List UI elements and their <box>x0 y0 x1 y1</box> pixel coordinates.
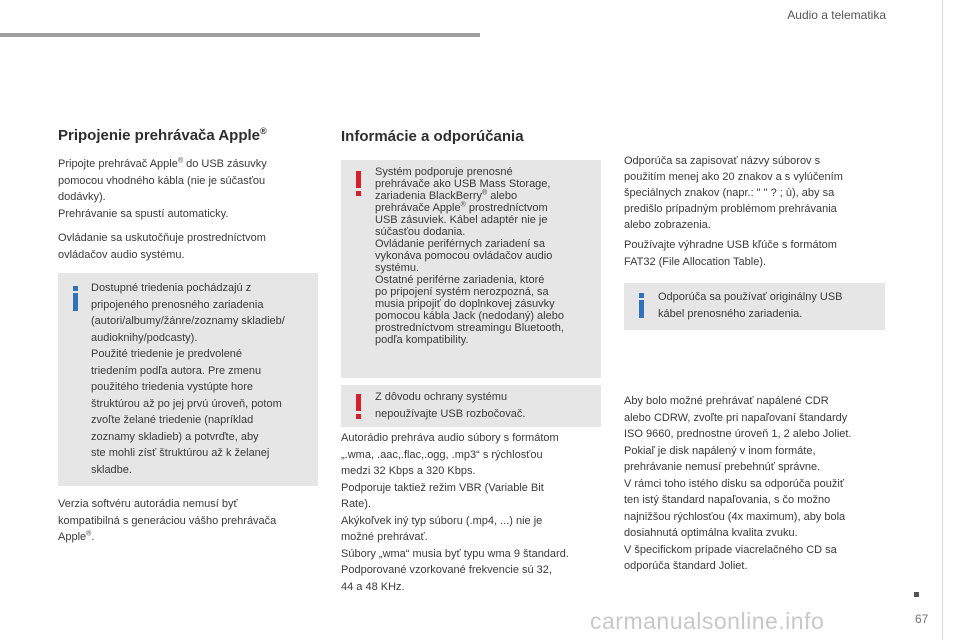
apple-connection-heading: Pripojenie prehrávača Apple® <box>58 126 267 144</box>
text-line: pomocou vhodného kábla (nie je súčasťou <box>58 174 266 187</box>
text-line: použitím menej ako 20 znakov a s vylúčením <box>624 171 843 183</box>
text-line: (autori/albumy/žánre/zoznamy skladieb/ <box>91 315 285 327</box>
text-line: Ostatné periférne zariadenia, ktoré <box>375 274 545 286</box>
text-line: Systém podporuje prenosné <box>375 166 513 178</box>
text-line: zoznamy skladieb) a potvrďte, aby <box>91 430 259 443</box>
text-line: Odporúča sa používať originálny USB <box>658 291 843 303</box>
text-line: Používajte výhradne USB kľúče s formátom <box>624 239 837 251</box>
text-line: Pokiaľ je disk napálený v inom formáte, <box>624 444 816 457</box>
information-heading: Informácie a odporúčania <box>341 128 524 145</box>
text-line: audioknihy/podcasty). <box>91 331 198 344</box>
text-line: Autorádio prehráva audio súbory s formátom <box>341 432 559 444</box>
text-line: Ovládanie sa uskutočňuje prostredníctvom <box>58 232 266 244</box>
text-line: „.wma, .aac,.flac,.ogg, .mp3“ s rýchlosťou <box>341 448 543 461</box>
text-line: Verzia softvéru autorádia nemusí byť <box>58 498 238 510</box>
text-line: ISO 9660, prednostne úroveň 1, 2 alebo Joliet. <box>624 428 852 440</box>
text-line: podľa kompatibility. <box>375 334 469 346</box>
text-line: prostredníctvom <box>465 202 548 214</box>
info-box-cable-text <box>658 289 843 322</box>
text-line: . <box>91 531 95 543</box>
text-line: zvoľte želané triedenie (napríklad <box>91 414 254 426</box>
text-line: po pripojení systém nerozpozná, sa <box>375 286 549 298</box>
text-line: zariadenia BlackBerry <box>375 190 482 202</box>
text-line: Podporované vzorkované frekvencie sú 32, <box>341 564 552 576</box>
text-line: Dostupné triedenia pochádzajú z <box>91 282 252 294</box>
section-title: Audio a telematika <box>787 8 886 22</box>
text-line: Aby bolo možné prehrávať napálené CDR <box>624 395 829 407</box>
audio-controls-paragraph <box>58 230 266 263</box>
sidebar-divider <box>942 0 943 640</box>
text-line: nepoužívajte USB rozbočovač. <box>375 407 526 420</box>
page-marker <box>914 592 919 597</box>
text-line: najnižšou rýchlosťou (4x maximum), aby bola <box>624 510 846 523</box>
text-line: triedením podľa autora. Pre zmenu <box>91 364 262 377</box>
text-line: skladbe. <box>91 463 132 476</box>
text-line: Pripojte prehrávač Apple <box>58 158 178 170</box>
cd-burning-paragraph <box>624 393 852 575</box>
text-line: vykonáva pomocou ovládačov audio <box>375 250 553 262</box>
text-line: štruktúrou až po jej prvú úroveň, potom <box>91 397 282 410</box>
registered-mark: ® <box>482 189 488 197</box>
info-box-cable <box>624 283 885 330</box>
text-line: Odporúča sa zapisovať názvy súborov s <box>624 155 821 167</box>
info-box-sorting-text <box>91 280 285 478</box>
apple-connection-paragraph <box>58 156 267 222</box>
text-line: alebo <box>487 190 518 202</box>
text-line: alebo zobrazenia. <box>624 219 711 231</box>
audio-formats-paragraph <box>341 430 569 595</box>
text-line: musia pripojiť do doplnkovej zásuvky <box>375 298 555 310</box>
text-line: FAT32 (File Allocation Table). <box>624 255 767 268</box>
text-line: ste mohli zísť štruktúrou až k želanej <box>91 447 270 459</box>
warning-box-devices <box>341 160 601 378</box>
text-line: Súbory „wma“ musia byť typu wma 9 štandard. <box>341 547 569 560</box>
header-rule <box>0 33 480 37</box>
text-line: dosiahnutá optimálna kvalita zvuku. <box>624 527 798 539</box>
text-line: Ovládanie periférnych zariadení sa <box>375 238 545 250</box>
text-line: V rámci toho istého disku sa odporúča použiť <box>624 477 844 490</box>
software-version-paragraph <box>58 496 276 546</box>
info-box-sorting <box>58 273 318 486</box>
text-line: V špecifickom prípade viacrelačného CD sa <box>624 543 837 556</box>
text-line: prehrávanie nemusí prebehnúť správne. <box>624 461 821 473</box>
text-line: prostredníctvom streamingu Bluetooth, <box>375 322 564 334</box>
text-line: prehrávače ako USB Mass Storage, <box>375 178 551 190</box>
text-line: USB zásuviek. Kábel adaptér nie je <box>375 214 548 226</box>
warning-box-hub-text <box>375 389 525 422</box>
text-line: Podporuje taktiež režim VBR (Variable Bit <box>341 481 544 494</box>
warning-box-hub <box>341 385 601 427</box>
text-line: ten istý štandard napaľovania, s čo možno <box>624 494 831 506</box>
text-line: Použité triedenie je predvolené <box>91 348 243 360</box>
text-line: dodávky). <box>58 191 106 203</box>
text-line: súčasťou dodania. <box>375 226 466 238</box>
registered-mark: ® <box>460 201 466 209</box>
text-line: alebo CDRW, zvoľte pri napaľovaní štandardy <box>624 411 848 424</box>
text-line: Prehrávanie sa spustí automaticky. <box>58 207 229 220</box>
text-line: pomocou kábla Jack (nedodaný) alebo <box>375 310 564 322</box>
text-line: do USB zásuvky <box>183 158 267 170</box>
file-names-paragraph <box>624 153 843 233</box>
text-line: 44 a 48 KHz. <box>341 580 405 593</box>
text-line: kompatibilná s generáciou vášho prehrávača <box>58 514 277 527</box>
watermark: carmanualsonline.info <box>590 608 825 634</box>
text-line: Apple <box>58 531 87 543</box>
usb-format-paragraph <box>624 237 837 270</box>
text-line: predišlo prípadným problémom prehrávania <box>624 203 837 215</box>
warning-box-devices-text <box>375 166 564 346</box>
text-line: ovládačov audio systému. <box>58 248 185 261</box>
text-line: prehrávače Apple <box>375 202 461 214</box>
text-line: Rate). <box>341 498 371 510</box>
page-number: 67 <box>915 612 929 626</box>
text-line: Akýkoľvek iný typ súboru (.mp4, ...) nie je <box>341 514 543 527</box>
registered-mark: ® <box>86 530 92 538</box>
text-line: medzi 32 Kbps a 320 Kbps. <box>341 465 476 477</box>
text-line: špeciálnych znakov (napr.: " " ? ; ù), aby sa <box>624 187 835 199</box>
text-line: systému. <box>375 262 420 274</box>
registered-mark: ® <box>177 157 184 165</box>
text-line: pripojeného prenosného zariadenia <box>91 298 264 311</box>
text-line: odporúča štandard Joliet. <box>624 560 748 572</box>
text-line: použitého triedenia vystúpte hore <box>91 381 254 393</box>
text-line: možné prehrávať. <box>341 531 428 543</box>
text-line: Z dôvodu ochrany systému <box>375 391 508 403</box>
text-line: kábel prenosného zariadenia. <box>658 307 803 320</box>
